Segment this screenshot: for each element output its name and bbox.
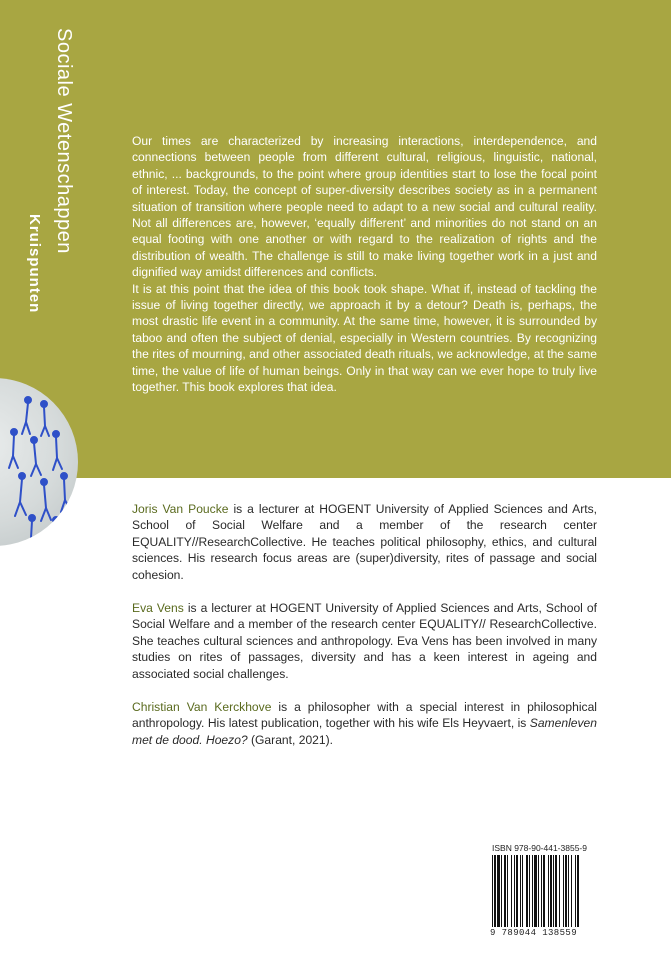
series-subtitle: Kruispunten xyxy=(26,214,43,314)
blurb-paragraph: It is at this point that the idea of this book took shape. What if, instead of tackling the issue of living together directly, we approach it by a detour? Death is, perhaps, the most drastic life event in a community. At the same time, however, it is surrounded by taboo and often the subject of denial, especially in Western countries. By recognizing the rites of mourning, and other associated death rituals, we acknowledge, at the same time, the value of life of human beings. Only in that way can we ever hope to truly live together. This book explores that idea. xyxy=(132,281,597,395)
author-bios xyxy=(132,501,597,765)
author-bio xyxy=(132,600,597,682)
back-cover-blurb xyxy=(132,133,597,396)
author-name: Joris Van Poucke xyxy=(132,502,229,516)
series-title: Sociale Wetenschappen xyxy=(53,28,75,254)
author-bio xyxy=(132,501,597,583)
author-bio xyxy=(132,699,597,748)
barcode xyxy=(492,855,596,927)
book-title: Samenleven met de dood. Hoezo? xyxy=(132,716,597,747)
barcode-digits: 9 789044 138559 xyxy=(490,928,578,938)
author-name: Eva Vens xyxy=(132,601,184,616)
isbn-barcode-block xyxy=(486,841,601,945)
blurb-paragraph: Our times are characterized by increasing interactions, interdependence, and connections between people from different cultural, religious, linguistic, national, ethnic, ... backgrounds, to the point where group identities start to lose the focal point of interest. Today, the concept of super-diversity describes society as in a permanent situation of transition where people need to adapt to a new social and cultural reality. Not all differences are, however, ‘equally different’ and minorities do not stand on an equal footing with one another or with regard to the realization of rights and the distribution of wealth. The challenge is still to make living together work in a just and dignified way amidst differences and conflicts. xyxy=(132,134,597,280)
author-name: Christian Van Kerckhove xyxy=(132,700,272,715)
author-bio-text: (Garant, 2021). xyxy=(247,732,334,747)
author-bio-text: is a lecturer at HOGENT University of Applied Sciences and Arts, School of Social Welfare and a member of the research center EQUALITY//ResearchCollective. He teaches political philosophy, ethics, and cultural sciences. His research focus areas are (super)diversity, rites of passage and social cohesion. xyxy=(132,502,597,582)
isbn-label: ISBN 978-90-441-3855-9 xyxy=(492,843,587,853)
author-bio-text: is a lecturer at HOGENT University of Applied Sciences and Arts, School of Social Welfare and a member of the research center EQUALITY// ResearchCollective. She teaches cultural sciences and anthropology. Eva Vens has been involved in many studies on rites of passages, diversity and has a keen interest in ageing and associated social challenges. xyxy=(132,601,597,681)
author-bio-text: is a philosopher with a special interest in philosophical anthropology. His latest publication, together with his wife Els Heyvaert, is xyxy=(132,700,597,731)
cover-illustration-disc xyxy=(0,378,78,546)
stick-figures-drawing xyxy=(0,378,78,546)
